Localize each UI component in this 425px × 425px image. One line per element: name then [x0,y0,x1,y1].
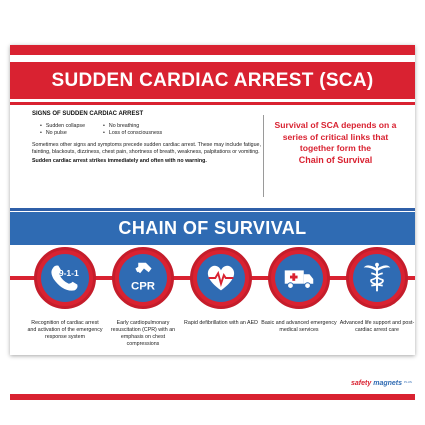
symptom-item: • Loss of consciousness [103,130,162,136]
symptom-item: • No breathing [103,123,162,129]
survival-line: series of critical links that [282,131,389,142]
survival-statement [268,120,403,166]
title-bar [10,59,415,99]
caduceus-icon [353,254,401,302]
signs-heading: SIGNS OF SUDDEN CARDIAC ARREST [32,111,144,117]
chain-bar [10,212,415,245]
vertical-divider [263,115,264,197]
logo-part-2: magnets [373,379,403,387]
link-ems [268,247,330,309]
brand-logo [351,375,422,391]
signs-paragraph: Sometimes other signs and symptoms precede sudden cardiac arrest. These may include fatigue, fainting, blackouts, dizziness, chest pain, shortness of breath, weakness, palpitations or vomiting. [32,142,261,155]
survival-line: together form the [299,143,372,153]
top-red-band [10,45,415,55]
title-underline [10,102,415,105]
chain-title: CHAIN OF SURVIVAL [118,218,307,238]
bottom-red-band [10,394,415,400]
heart-pulse-icon [197,254,245,302]
ambulance-icon [275,254,323,302]
symptom-column-1 [40,123,85,136]
sca-poster [10,45,415,387]
caption-defibrillation: Rapid defibrillation with an AED [184,320,258,326]
caption-911: Recognition of cardiac arrest and activation of the emergency response system [27,320,103,340]
symptom-list [40,123,264,136]
logo-tag: PLUS [404,380,412,385]
chain-links [10,244,415,314]
link-cpr [112,247,174,309]
survival-line-emphasis: Chain of Survival [298,154,373,165]
poster-title: SUDDEN CARDIAC ARREST (SCA) [51,69,374,91]
caption-cpr: Early cardiopulmonary resuscitation (CPR) with an emphasis on chest compressions [110,320,176,347]
caption-advanced-care: Advanced life support and post-cardiac arrest care [339,320,415,333]
caption-ems: Basic and advanced emergency medical services [261,320,337,333]
chain-top-line [10,208,415,211]
link-cpr-label: CPR [130,280,156,293]
cpr-hands-icon [119,254,167,302]
signs-section [32,111,264,164]
signs-warning: Sudden cardiac arrest strikes immediately and often with no warning. [32,158,207,164]
survival-line: Survival of SCA depends on a [274,120,397,130]
symptom-column-2 [103,123,162,136]
phone-911-icon [41,254,89,302]
logo-part-1: safety [351,379,372,387]
symptom-item: • Sudden collapse [40,123,85,129]
link-defibrillation [190,247,252,309]
link-911 [34,247,96,309]
link-911-label: 9-1-1 [58,268,79,279]
symptom-item: • No pulse [40,130,85,136]
link-advanced-care [346,247,408,309]
